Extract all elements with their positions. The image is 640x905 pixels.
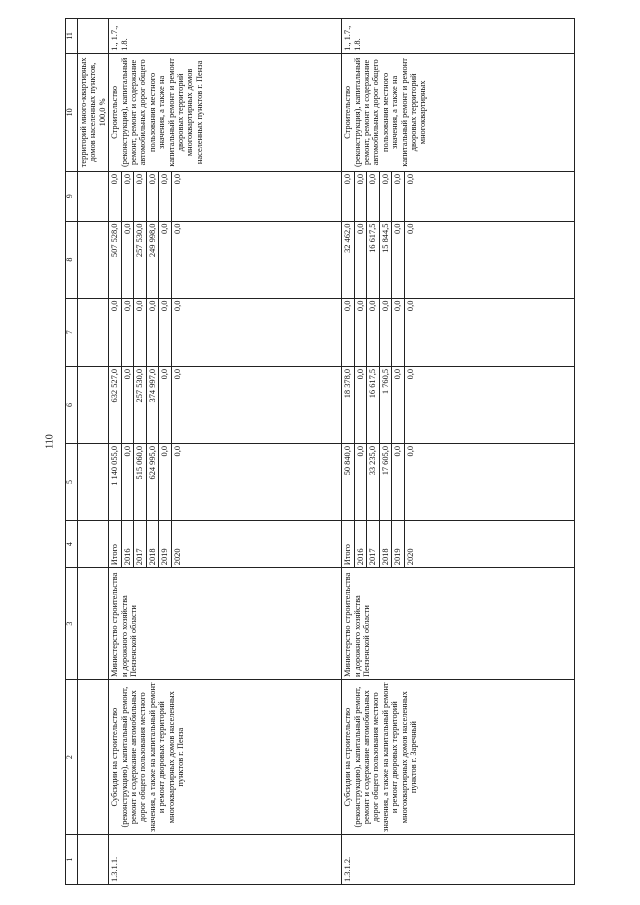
value-cell: 0,0 — [134, 299, 147, 366]
year-label: 2016 — [355, 521, 368, 567]
value-cell: 0,0 — [392, 299, 405, 366]
page-number: 110 — [44, 434, 56, 449]
value-cell: 0,0 — [405, 445, 415, 457]
value-cell: 0,0 — [109, 299, 122, 366]
column-header: 4 — [66, 521, 78, 568]
years-cell — [109, 521, 342, 568]
activity-name: Субсидии на строительство (реконструкцию), капитальный ремонт, ремонт и содержание автомобильных дорог общего пользования местного значения, а также на капитальный ремонт и ремонт дворовых территорий многоквартирных домов населенных пунктов г. Заречный — [342, 680, 575, 835]
col8-values — [342, 221, 575, 298]
value-cell: 0,0 — [380, 172, 393, 221]
year-label: 2019 — [392, 521, 405, 567]
col6-values — [109, 366, 342, 443]
direction-text: Строительство (реконструкция), капитальный ремонт, ремонт и содержание автомобильных дорог общего пользования местного значения, а также на капитальный ремонт и ремонт дворовых территорий многоквартирных — [342, 53, 575, 171]
value-cell: 0,0 — [392, 172, 405, 221]
value-cell: 0,0 — [172, 223, 182, 235]
column-header: 7 — [66, 298, 78, 366]
column-header: 9 — [66, 171, 78, 221]
col7-values — [109, 298, 342, 366]
value-cell: 0,0 — [392, 367, 405, 443]
col5-values — [109, 443, 342, 520]
value-cell: 18 378,0 — [342, 367, 355, 443]
column-header: 6 — [66, 366, 78, 443]
value-cell: 0,0 — [122, 299, 135, 366]
column-header: 3 — [66, 568, 78, 680]
value-cell: 0,0 — [159, 444, 172, 520]
value-cell: 15 844,5 — [380, 222, 393, 298]
value-cell: 0,0 — [405, 300, 415, 312]
col7-values — [342, 298, 575, 366]
value-cell: 16 617,5 — [367, 367, 380, 443]
executor: Министерство строительства и дорожного хозяйства Пензенской области — [109, 568, 342, 680]
col5-values — [342, 443, 575, 520]
executor: Министерство строительства и дорожного хозяйства Пензенской области — [342, 568, 575, 680]
value-cell: 0,0 — [367, 299, 380, 366]
value-cell: 1 140 055,0 — [109, 444, 122, 520]
indicator-refs: 1., 1.7., 1.8. — [109, 19, 342, 54]
year-label: 2019 — [159, 521, 172, 567]
value-cell: 0,0 — [380, 299, 393, 366]
value-cell: 17 605,0 — [380, 444, 393, 520]
value-cell: 0,0 — [342, 172, 355, 221]
column-header: 10 — [66, 53, 78, 171]
row-number: 1.3.1.1. — [109, 835, 342, 885]
col9-values — [342, 171, 575, 221]
value-cell: 0,0 — [355, 222, 368, 298]
value-cell: 0,0 — [405, 173, 415, 185]
value-cell: 0,0 — [172, 368, 182, 380]
value-cell: 1 760,5 — [380, 367, 393, 443]
value-cell: 0,0 — [392, 222, 405, 298]
table-row — [109, 19, 342, 885]
value-cell: 0,0 — [134, 172, 147, 221]
activity-name: Субсидии на строительство (реконструкцию), капитальный ремонт, ремонт и содержание автомобильных дорог общего пользования местного значения, а также на капитальный ремонт и ремонт дворовых территорий многоквартирных домов населенных пунктов г. Пенза — [109, 680, 342, 835]
year-label: 2018 — [147, 521, 160, 567]
table-row — [342, 19, 575, 885]
value-cell: 0,0 — [109, 172, 122, 221]
column-header: 2 — [66, 680, 78, 835]
value-cell: 0,0 — [405, 368, 415, 380]
value-cell: 0,0 — [392, 444, 405, 520]
value-cell: 632 527,0 — [109, 367, 122, 443]
value-cell: 0,0 — [159, 299, 172, 366]
program-activities-table — [65, 18, 575, 885]
column-header: 1 — [66, 835, 78, 885]
row-number: 1.3.1.2. — [342, 835, 575, 885]
value-cell: 0,0 — [122, 172, 135, 221]
column-number-header-row — [66, 19, 78, 885]
year-label: 2017 — [367, 521, 380, 567]
value-cell: 0,0 — [355, 444, 368, 520]
year-label: 2017 — [134, 521, 147, 567]
rotated-table-wrapper — [65, 18, 630, 885]
value-cell: 16 617,5 — [367, 222, 380, 298]
value-cell: 257 530,0 — [134, 222, 147, 298]
value-cell: 0,0 — [147, 299, 160, 366]
direction-text: Строительство (реконструкция), капитальный ремонт, ремонт и содержание автомобильных дорог общего пользования местного значения, а также на капитальный ремонт и ремонт дворовых территорий многоквартирных домов населенных пунктов г. Пенза — [109, 53, 342, 171]
year-label: 2020 — [172, 548, 182, 566]
value-cell: 249 998,0 — [147, 222, 160, 298]
year-label: 2018 — [380, 521, 393, 567]
value-cell: 0,0 — [355, 299, 368, 366]
value-cell: 0,0 — [122, 367, 135, 443]
value-cell: 507 528,0 — [109, 222, 122, 298]
value-cell: 0,0 — [147, 172, 160, 221]
col9-values — [109, 171, 342, 221]
col6-values — [342, 366, 575, 443]
continuation-direction-text: территорий много-квартирных домов населенных пунктов, 100,0 % — [78, 53, 109, 171]
value-cell: 0,0 — [172, 445, 182, 457]
value-cell: 50 840,0 — [342, 444, 355, 520]
value-cell: 0,0 — [367, 172, 380, 221]
continuation-row — [78, 19, 109, 885]
value-cell: 0,0 — [355, 367, 368, 443]
value-cell: 33 235,0 — [367, 444, 380, 520]
value-cell: 515 060,0 — [134, 444, 147, 520]
value-cell: 0,0 — [405, 223, 415, 235]
value-cell: 32 462,0 — [342, 222, 355, 298]
year-label: 2020 — [405, 548, 415, 566]
value-cell: 0,0 — [159, 367, 172, 443]
value-cell: 0,0 — [172, 300, 182, 312]
year-label: 2016 — [122, 521, 135, 567]
year-label: Итого — [342, 521, 355, 567]
value-cell: 0,0 — [122, 444, 135, 520]
col8-values — [109, 221, 342, 298]
value-cell: 374 997,0 — [147, 367, 160, 443]
year-label: Итого — [109, 521, 122, 567]
value-cell: 257 530,0 — [134, 367, 147, 443]
value-cell: 0,0 — [122, 222, 135, 298]
column-header: 5 — [66, 443, 78, 520]
value-cell: 0,0 — [342, 299, 355, 366]
value-cell: 0,0 — [159, 222, 172, 298]
document-sheet — [65, 18, 630, 885]
value-cell: 624 995,0 — [147, 444, 160, 520]
column-header: 8 — [66, 221, 78, 298]
value-cell: 0,0 — [159, 172, 172, 221]
years-cell — [342, 521, 575, 568]
value-cell: 0,0 — [172, 173, 182, 185]
column-header: 11 — [66, 19, 78, 54]
value-cell: 0,0 — [355, 172, 368, 221]
indicator-refs: 1., 1.7., 1.8. — [342, 19, 575, 54]
